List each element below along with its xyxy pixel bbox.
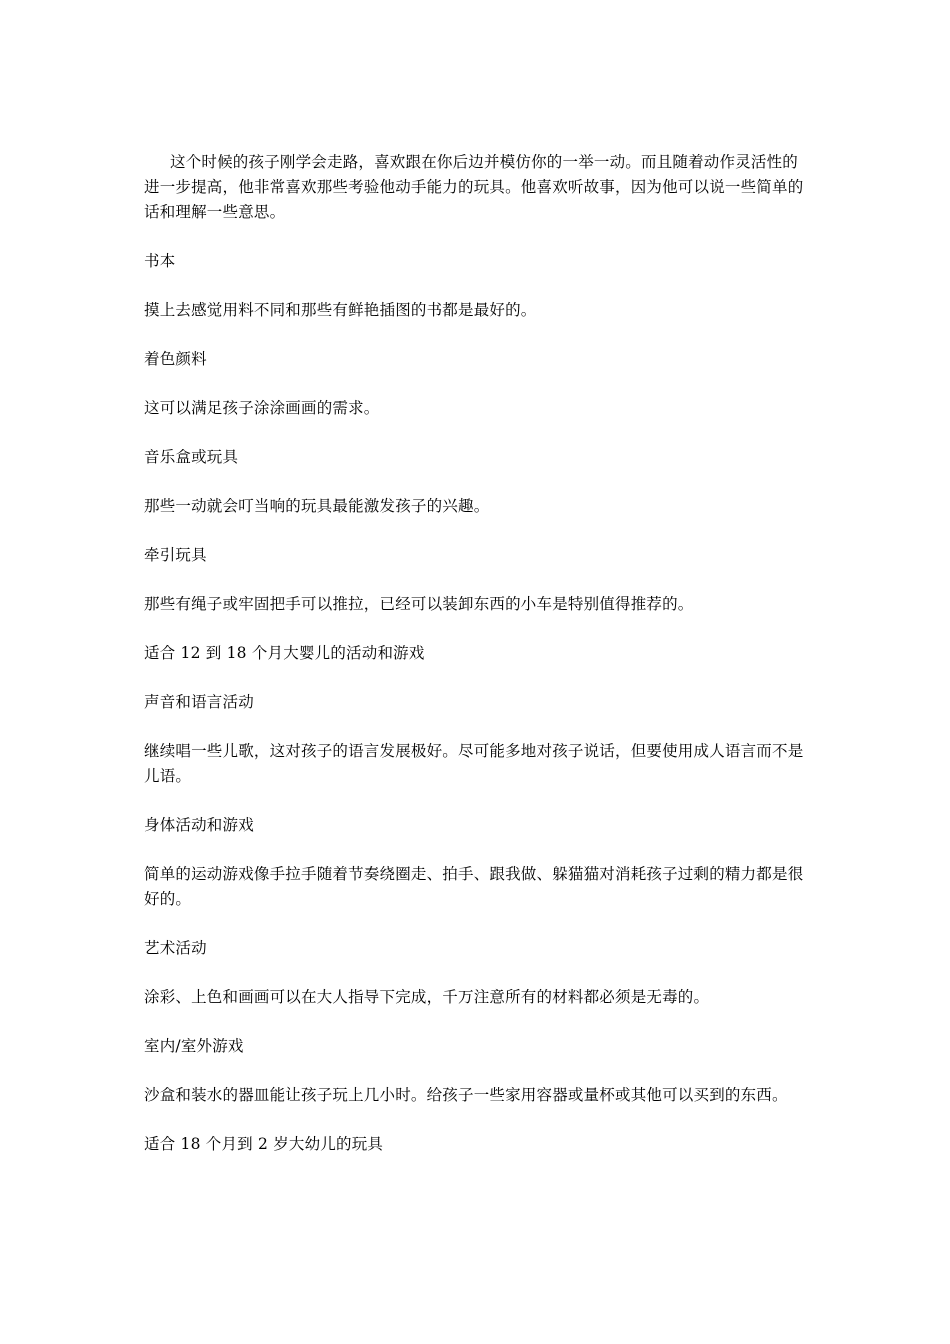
paragraph-pull-toys: 那些有绳子或牢固把手可以推拉，已经可以装卸东西的小车是特别值得推荐的。 — [144, 595, 694, 613]
heading-toys-18-24: 适合 18 个月到 2 岁大幼儿的玩具 — [144, 1135, 384, 1153]
paragraph-indoor-outdoor: 沙盒和装水的器皿能让孩子玩上几小时。给孩子一些家用容器或量杯或其他可以买到的东西。 — [144, 1086, 788, 1104]
heading-indoor-outdoor: 室内/室外游戏 — [144, 1037, 244, 1055]
paragraph-music-box: 那些一动就会叮当响的玩具最能激发孩子的兴趣。 — [144, 497, 490, 515]
paragraph-physical: 简单的运动游戏像手拉手随着节奏绕圈走、拍手、跟我做、躲猫猫对消耗孩子过剩的精力都是很好的。 — [144, 865, 804, 908]
heading-physical: 身体活动和游戏 — [144, 816, 254, 834]
document-body — [144, 150, 808, 1181]
paragraph-art: 涂彩、上色和画画可以在大人指导下完成，千万注意所有的材料都必须是无毒的。 — [144, 988, 710, 1006]
paragraph-sound-language: 继续唱一些儿歌，这对孩子的语言发展极好。尽可能多地对孩子说话，但要使用成人语言而不是儿语。 — [144, 742, 804, 785]
heading-sound-language: 声音和语言活动 — [144, 693, 254, 711]
heading-art: 艺术活动 — [144, 939, 207, 957]
heading-music-box: 音乐盒或玩具 — [144, 448, 239, 466]
heading-books: 书本 — [144, 252, 176, 270]
intro-paragraph: 这个时候的孩子刚学会走路，喜欢跟在你后边并模仿你的一举一动。而且随着动作灵活性的进一步提高，他非常喜欢那些考验他动手能力的玩具。他喜欢听故事，因为他可以说一些简单的话和理解一些意思。 — [144, 153, 804, 221]
heading-pull-toys: 牵引玩具 — [144, 546, 207, 564]
paragraph-paints: 这可以满足孩子涂涂画画的需求。 — [144, 399, 380, 417]
heading-activities-12-18: 适合 12 到 18 个月大婴儿的活动和游戏 — [144, 644, 425, 662]
paragraph-books: 摸上去感觉用料不同和那些有鲜艳插图的书都是最好的。 — [144, 301, 537, 319]
heading-paints: 着色颜料 — [144, 350, 207, 368]
